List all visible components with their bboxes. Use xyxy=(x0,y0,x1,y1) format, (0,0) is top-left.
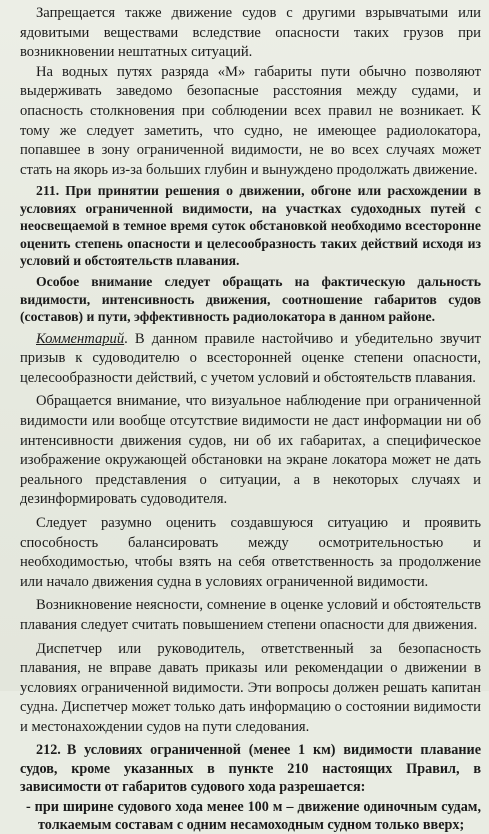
rule-211-text: При принятии решения о движении, обгоне или расхождении в условиях ограниченной видимости, на участках судоходных путей с неосвещаемой в темное время суток обстановкой необходимо всесторонне оценить степень опасности и целесообразность таких действий исходя из условий и обстоятельств плавания. xyxy=(20,183,481,268)
commentary-label: Комментарий xyxy=(36,330,125,347)
commentary-paragraph xyxy=(20,330,481,389)
rule-211-number: 211. xyxy=(36,183,60,199)
paragraph-visual-observation: Обращается внимание, что визуальное наблюдение при ограниченной видимости или вообще отсутствие видимости не даст информации ни об интенсивности движения судов, ни об их габаритах, а специфическое изображение окружающей обстановки на экране локатора может не дать реального представления о ситуации, а в некоторых случаях и дезинформировать судоводителя. xyxy=(20,393,481,508)
paragraph-waterway-m: На водных путях разряда «М» габариты пути обычно позволяют выдерживать заведомо безопасные расстояния между судами, и опасность столкновения при соблюдении всех правил не возникает. К тому же следует заметить, что судно, не имеющее радиолокатора, попавшее в зону ограниченной видимости, не во всех случаях может стать на якорь из-за больших глубин и вынуждено продолжать движение. xyxy=(20,63,481,178)
rule-212-text: В условиях ограниченной (менее 1 км) видимости плавание судов, кроме указанных в пункте 210 настоящих Правил, в зависимости от габаритов судового хода разрешается: xyxy=(20,742,481,795)
paragraph-uncertainty: Возникновение неясности, сомнение в оценке условий и обстоятельств плавания следует считать повышением степени опасности для движения. xyxy=(20,597,481,633)
paragraph-dispatcher: Диспетчер или руководитель, ответственный за безопасность плавания, не вправе давать приказы или рекомендации о движении в условиях ограниченной видимости. Эти вопросы должен решать капитан судна. Диспетчер может только дать информацию о состоянии видимости и местонахождении судов на пути следования. xyxy=(20,640,481,735)
rule-211 xyxy=(20,182,481,269)
paragraph-assess-situation: Следует разумно оценить создавшуюся ситуацию и проявить способность балансировать между осмотрительностью и необходимостью, чтобы взять на себя ответственность за продолжение или начало движения судна в условиях ограниченной видимости. xyxy=(20,514,481,590)
rule-212-number: 212. xyxy=(36,742,61,759)
emphasis-paragraph: Особое внимание следует обращать на фактическую дальность видимости, интенсивность движения, соотношение габаритов судов (составов) и пути, эффективность радиолокатора в данном районе. xyxy=(20,274,481,325)
commentary-text: . В данном правиле настойчиво и убедительно звучит призыв к судоводителю о всесторонней оценке степени опасности, целесообразности действий, с учетом условий и обстоятельств плавания. xyxy=(20,330,481,386)
rule-212 xyxy=(20,741,481,796)
paragraph-dangerous-cargo: Запрещается также движение судов с другими взрывчатыми или ядовитыми веществами вследствие опасности таких грузов при возникновении нештатных ситуаций. xyxy=(20,5,481,61)
list-item-narrow-channel: - при ширине судового хода менее 100 м – движение одиночным судам, толкаемым составам с одним несамоходным судном только вверх; xyxy=(26,799,481,834)
